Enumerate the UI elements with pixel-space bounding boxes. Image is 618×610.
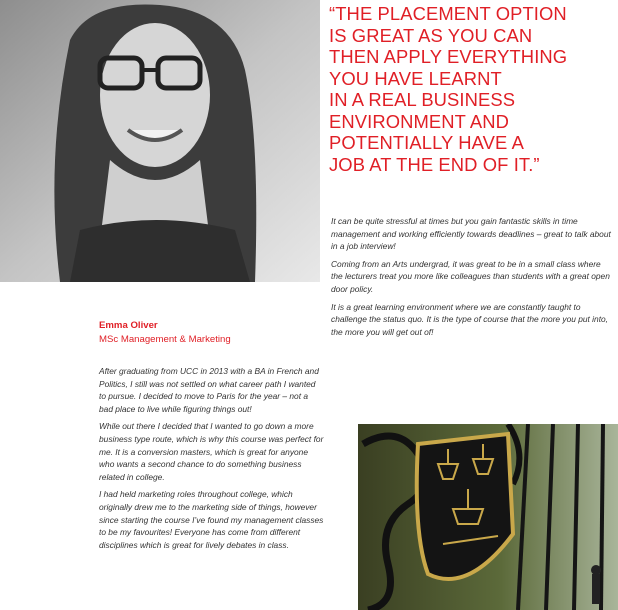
pull-quote-line: JOB AT THE END OF IT.” <box>329 153 540 175</box>
pull-quote-line: THEN APPLY EVERYTHING <box>329 46 568 67</box>
paragraph: It is a great learning environment where we are constantly taught to challenge the status quo. It is the type of course that the more you put into, the more you will get out of! <box>331 301 609 337</box>
paragraph: While out there I decided that I wanted to go down a more business type route, which is why this course was perfect for me. It is a conversion masters, which is great for anyone who wants a second chance to do something business related in college. <box>99 421 324 482</box>
pull-quote-line: ENVIRONMENT AND <box>329 110 509 132</box>
pull-quote <box>329 3 614 175</box>
testimonial-left-column <box>99 365 324 556</box>
pull-quote-line: “THE PLACEMENT OPTION <box>329 3 567 24</box>
student-name: Emma Oliver <box>99 320 158 331</box>
pull-quote-line: YOU HAVE LEARNT <box>329 67 502 89</box>
campus-gate-crest-photo <box>358 424 618 610</box>
student-programme: MSc Management & Marketing <box>99 334 231 345</box>
paragraph: After graduating from UCC in 2013 with a BA in French and Politics, I still was not settled on what career path I wanted to pursue. I decided to move to Paris for the year – not a bad place to live while figuring things out! <box>99 366 319 414</box>
student-portrait-photo <box>0 0 320 282</box>
paragraph: I had held marketing roles throughout college, which originally drew me to the marketing side of things, however since starting the course I’ve found my management classes to be my favourites! Everyone has come from different disciplines which is great for lively debates in class. <box>99 489 324 550</box>
pull-quote-line: IN A REAL BUSINESS <box>329 89 516 110</box>
paragraph: Coming from an Arts undergrad, it was great to be in a small class where the lecturers treat you more like colleagues than students with a great open door policy. <box>331 258 610 294</box>
pull-quote-line: POTENTIALLY HAVE A <box>329 132 524 153</box>
paragraph: It can be quite stressful at times but you gain fantastic skills in time management and working efficiently towards deadlines – great to talk about in a job interview! <box>331 216 611 252</box>
pull-quote-line: IS GREAT AS YOU CAN <box>329 24 533 46</box>
testimonial-right-column <box>331 215 611 343</box>
